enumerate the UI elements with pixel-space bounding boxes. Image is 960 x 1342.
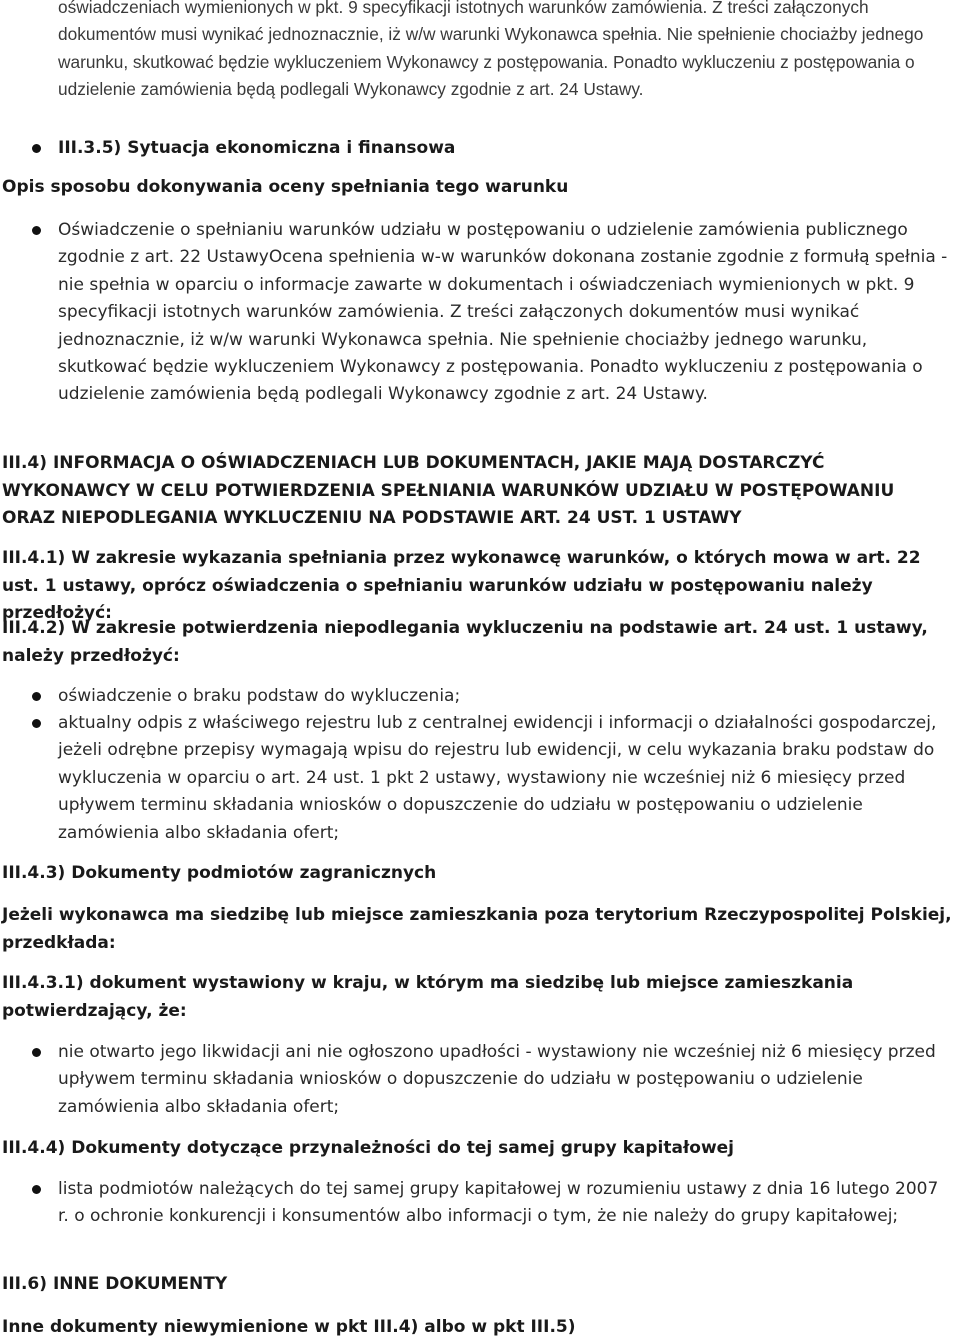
bullet-icon <box>32 226 41 235</box>
section-heading-economic: III.3.5) Sytuacja ekonomiczna i finansowa <box>58 138 456 158</box>
assessment-method-label: Opis sposobu dokonywania oceny spełniania tego warunku <box>2 177 569 197</box>
list-item-text: oświadczenie o braku podstaw do wykluczenia; <box>58 686 461 706</box>
other-documents-text: Inne dokumenty niewymienione w pkt III.4) albo w pkt III.5) <box>2 1317 576 1337</box>
intro-paragraph: oświadczeniach wymienionych w pkt. 9 specyfikacji istotnych warunków zamówienia. Z treści załączonych dokumentów musi wynikać jednoznacznie, iż w/w warunki Wykonawca spełnia. Nie spełnienie chociażby jednego warunku, skutkować będzie wykluczeniem Wykonawcy z postępowania. Ponadto wykluczeniu z postępowania o udzielenie zamówienia będą podlegali Wykonawcy zgodnie z art. 24 Ustawy. <box>58 0 924 100</box>
foreign-entities-text: Jeżeli wykonawca ma siedzibę lub miejsce zamieszkania poza terytorium Rzeczypospolitej Polskiej, przedkłada: <box>2 905 952 953</box>
subsection-3431: III.4.3.1) dokument wystawiony w kraju, w którym ma siedzibę lub miejsce zamieszkania potwierdzający, że: <box>2 973 854 1021</box>
statement-text: Oświadczenie o spełnianiu warunków udziału w postępowaniu o udzielenie zamówienia publicznego zgodnie z art. 22 UstawyOcena spełnienia w-w warunków dokonana zostanie zgodnie z formułą spełnia - nie spełnia w oparciu o informacje zawarte w dokumentach i oświadczeniach wymienionych w pkt. 9 specyfikacji istotnych warunków zamówienia. Z treści załączonych dokumentów musi wynikać jednoznacznie, iż w/w warunki Wykonawca spełnia. Nie spełnienie chociażby jednego warunku, skutkować będzie wykluczeniem Wykonawcy z postępowania. Ponadto wykluczeniu z postępowania o udzielenie zamówienia będą podlegali Wykonawcy zgodnie z art. 24 Ustawy. <box>58 220 948 405</box>
bullet-icon <box>32 719 41 728</box>
bullet-icon <box>32 692 41 701</box>
bullet-icon <box>32 144 41 153</box>
list-item-text: aktualny odpis z właściwego rejestru lub z centralnej ewidencji i informacji o działalności gospodarczej, jeżeli odrębne przepisy wymagają wpisu do rejestru lub ewidencji, w celu wykazania braku podstaw do wykluczenia w oparciu o art. 24 ust. 1 pkt 2 ustawy, wystawiony nie wcześniej niż 6 miesięcy przed upływem terminu składania wniosków o dopuszczenie do udziału w postępowaniu o udzielenie zamówienia albo składania ofert; <box>58 713 937 843</box>
subsection-344: III.4.4) Dokumenty dotyczące przynależności do tej samej grupy kapitałowej <box>2 1138 735 1158</box>
section-heading-documents: III.4) INFORMACJA O OŚWIADCZENIACH LUB DOKUMENTACH, JAKIE MAJĄ DOSTARCZYĆ WYKONAWCY W CELU POTWIERDZENIA SPEŁNIANIA WARUNKÓW UDZIAŁU W POSTĘPOWANIU ORAZ NIEPODLEGANIA WYKLUCZENIU NA PODSTAWIE ART. 24 UST. 1 USTAWY <box>2 453 895 528</box>
list-item-text: lista podmiotów należących do tej samej grupy kapitałowej w rozumieniu ustawy z dnia 16 lutego 2007 r. o ochronie konkurencji i konsumentów albo informacji o tym, że nie należy do grupy kapitałowej; <box>58 1179 939 1227</box>
subsection-341: III.4.1) W zakresie wykazania spełniania przez wykonawcę warunków, o których mowa w art. 22 ust. 1 ustawy, oprócz oświadczenia o spełnianiu warunków udziału w postępowaniu należy przedłożyć: <box>2 548 921 623</box>
subsection-342: III.4.2) W zakresie potwierdzenia niepodlegania wykluczeniu na podstawie art. 24 ust. 1 ustawy, należy przedłożyć: <box>2 618 928 666</box>
list-item-text: nie otwarto jego likwidacji ani nie ogłoszono upadłości - wystawiony nie wcześniej niż 6 miesięcy przed upływem terminu składania wniosków o dopuszczenie do udziału w postępowaniu o udzielenie zamówienia albo składania ofert; <box>58 1042 936 1117</box>
bullet-icon <box>32 1185 41 1194</box>
section-heading-other-documents: III.6) INNE DOKUMENTY <box>2 1274 228 1294</box>
subsection-343: III.4.3) Dokumenty podmiotów zagranicznych <box>2 863 437 883</box>
bullet-icon <box>32 1048 41 1057</box>
